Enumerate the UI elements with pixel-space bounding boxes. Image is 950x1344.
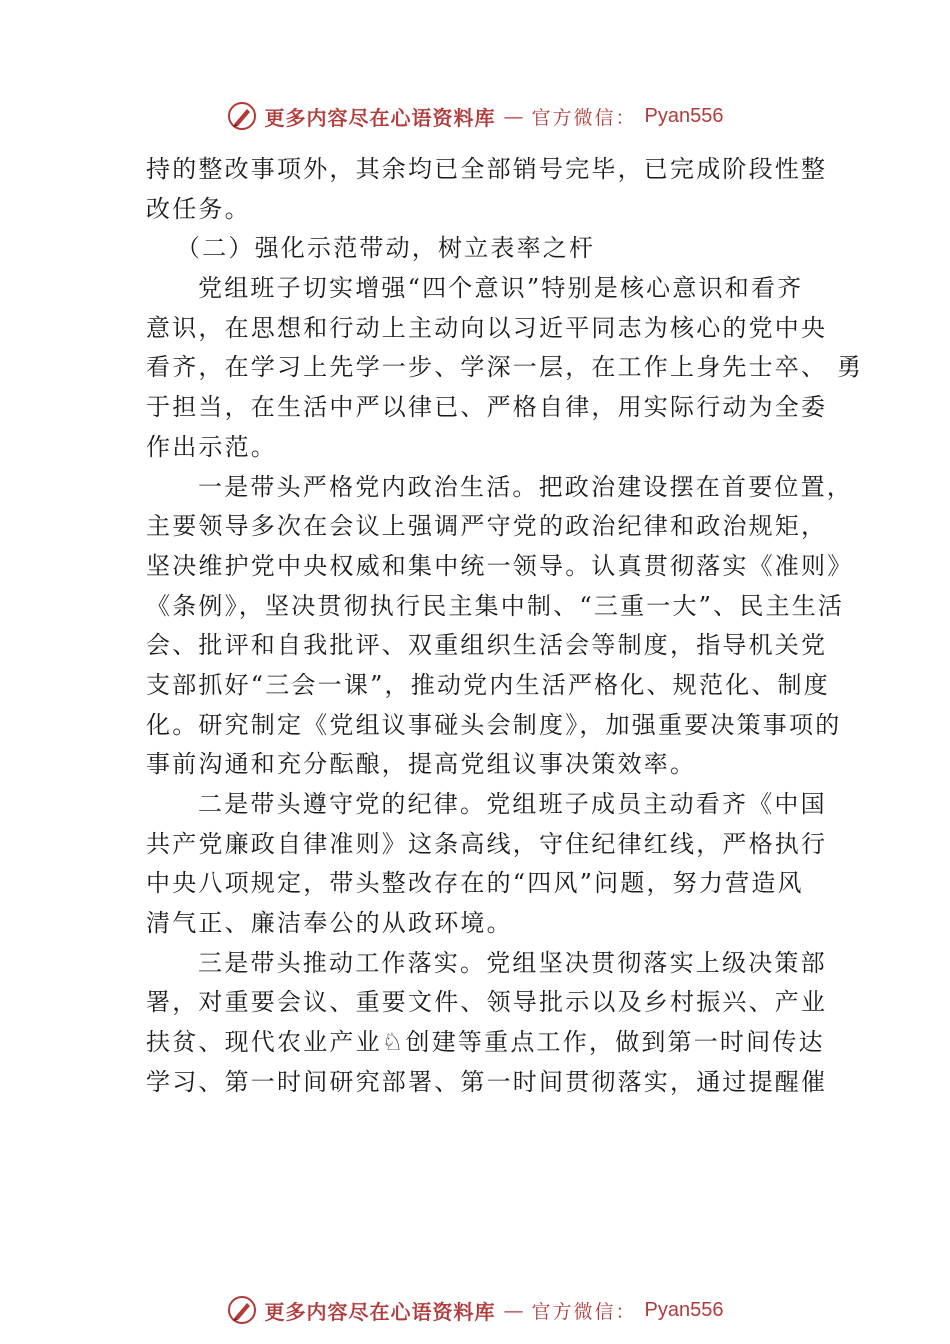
body-line: 于担当，在生活中严以律已、严格自律，用实际行动为全委 xyxy=(146,393,828,422)
pen-logo-icon xyxy=(227,1295,257,1325)
body-line: 共产党廉政自律准则》这条高线，守住纪律红线，严格执行 xyxy=(146,829,828,858)
body-line: 署，对重要会议、重要文件、领导批示以及乡村振兴、产业 xyxy=(146,988,828,1017)
watermark-wechat-label: 官方微信： xyxy=(531,1300,637,1323)
body-line: 会、批评和自我批评、双重组织生活会等制度，指导机关党 xyxy=(146,631,828,660)
section-heading: （二）强化示范带动，树立表率之杆 xyxy=(176,234,596,263)
watermark-wechat-id: Pyan556 xyxy=(644,104,724,127)
body-line: 支部抓好“三会一课”，推动党内生活严格化、规范化、制度 xyxy=(146,670,830,699)
document-body xyxy=(146,150,864,1103)
body-line: 学习、第一时间研究部署、第一时间贯彻落实，通过提醒催 xyxy=(146,1067,828,1096)
body-line: 改任务。 xyxy=(146,194,251,223)
watermark-separator: — xyxy=(503,104,524,128)
body-line: 二是带头遵守党的纪律。党组班子成员主动看齐《中国 xyxy=(198,790,827,818)
body-line: 坚决维护党中央权威和集中统一领导。认真贯彻落实《准则》 xyxy=(146,551,854,580)
body-line: 扶贫、现代农业产业♘创建等重点工作，做到第一时间传达 xyxy=(146,1028,825,1057)
watermark-brand-text: 更多内容尽在心语资料库 xyxy=(264,105,496,130)
body-line: 一是带头严格党内政治生活。把政治建设摆在首要位置， xyxy=(198,472,853,501)
pen-logo-icon xyxy=(227,101,257,131)
body-line: 看齐，在学习上先学一步、学深一层，在工作上身先士卒、 勇 xyxy=(146,353,864,382)
watermark-wechat-id: Pyan556 xyxy=(644,1298,724,1321)
body-line: 意识，在思想和行动上主动向以习近平同志为核心的党中央 xyxy=(146,313,828,342)
body-line: 化。研究制定《党组议事碰头会制度》，加强重要决策事项的 xyxy=(146,710,842,739)
body-line: 作出示范。 xyxy=(146,432,277,461)
body-line: 事前沟通和充分酝酿，提高党组议事决策效率。 xyxy=(146,750,697,779)
watermark-wechat-label: 官方微信： xyxy=(531,106,637,129)
header-watermark xyxy=(0,96,950,136)
footer-watermark xyxy=(0,1290,950,1330)
body-line: 持的整改事项外，其余均已全部销号完毕，已完成阶段性整 xyxy=(146,155,828,183)
watermark-brand-text: 更多内容尽在心语资料库 xyxy=(264,1299,496,1324)
body-line: 党组班子切实增强“四个意识”特别是核心意识和看齐 xyxy=(198,274,804,303)
body-line: 《条例》，坚决贯彻执行民主集中制、“三重一大”、民主生活 xyxy=(146,591,845,620)
body-line: 主要领导多次在会议上强调严守党的政治纪律和政治规矩， xyxy=(146,512,828,541)
watermark-separator: — xyxy=(503,1298,524,1322)
body-line: 中央八项规定，带头整改存在的“四风”问题，努力营造风 xyxy=(146,869,804,898)
body-line: 三是带头推动工作落实。党组坚决贯彻落实上级决策部 xyxy=(198,948,827,977)
body-line: 清气正、廉洁奉公的从政环境。 xyxy=(146,909,513,938)
